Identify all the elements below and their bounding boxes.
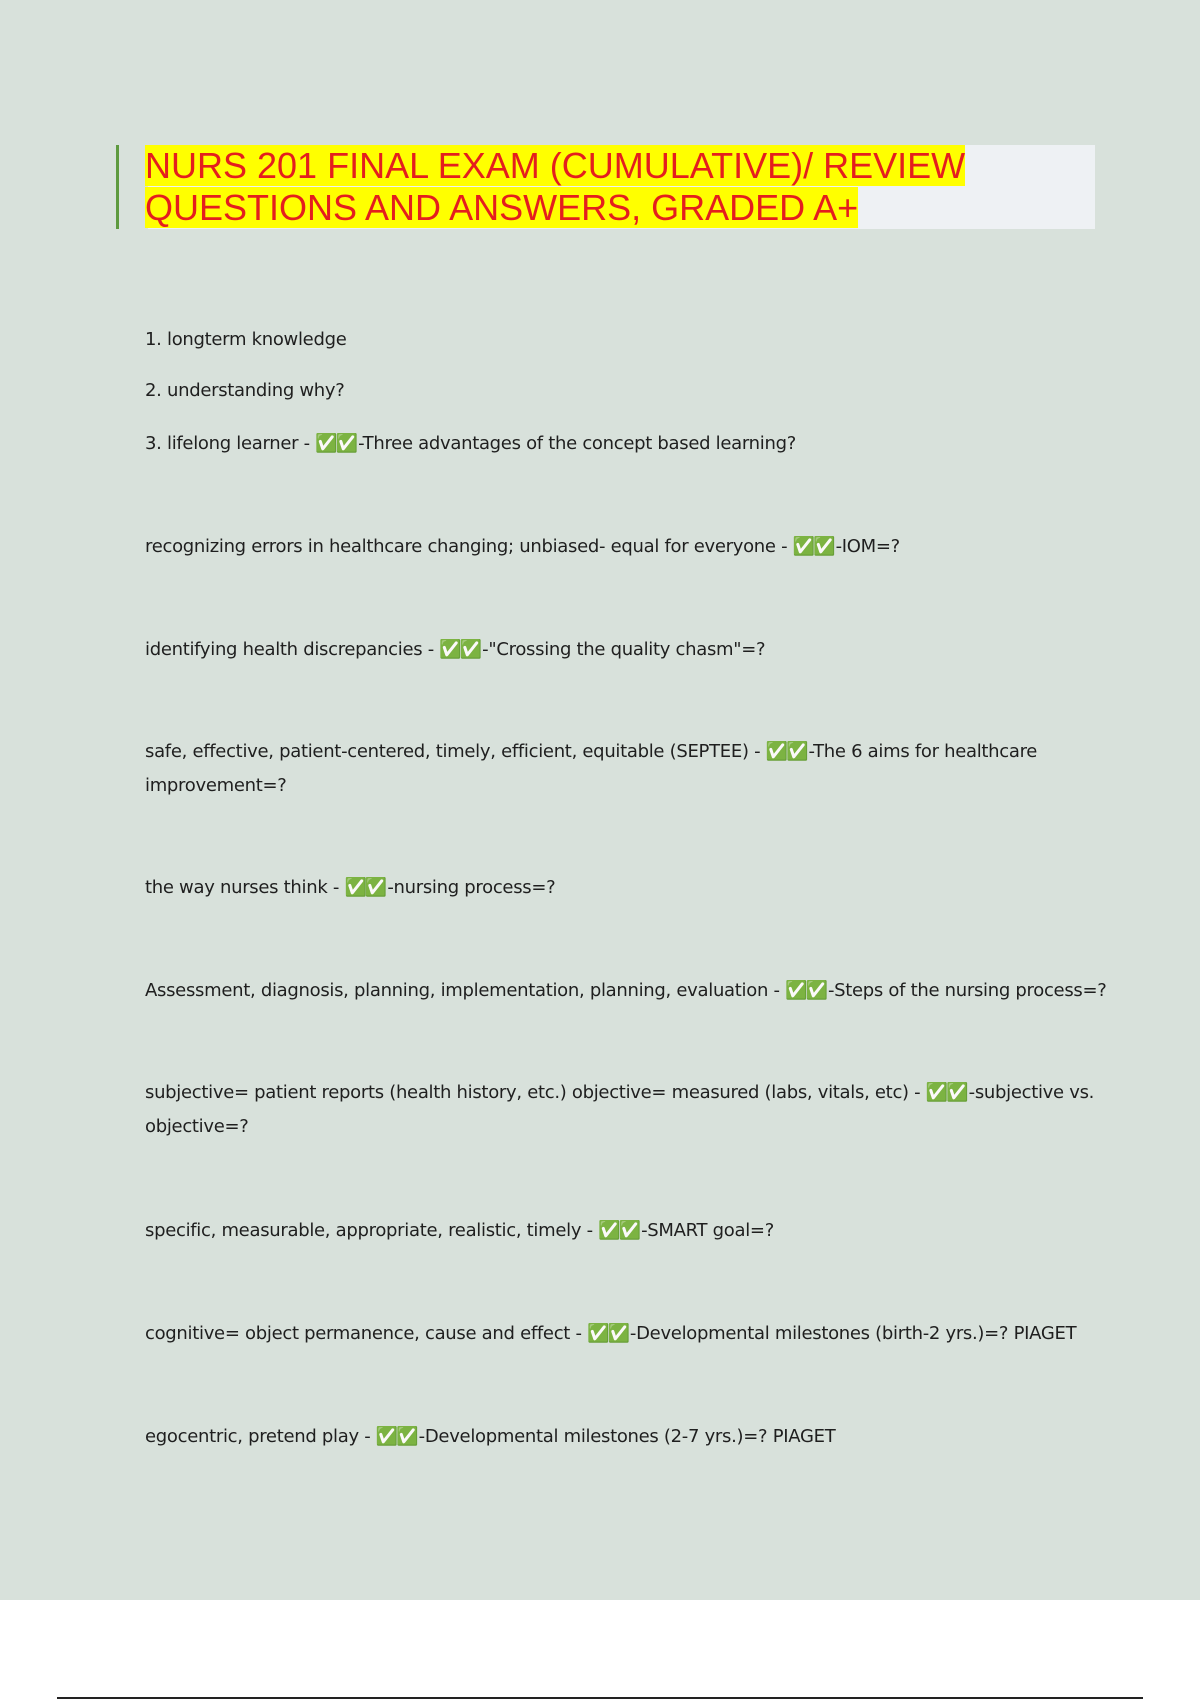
qa-item <box>145 427 796 461</box>
double-check-icon: ✅✅ <box>785 980 826 1001</box>
double-check-icon: ✅✅ <box>925 1082 967 1103</box>
question-text: -The 6 aims for healthcare improvement=? <box>145 741 1038 796</box>
double-check-icon: ✅✅ <box>375 1426 417 1447</box>
question-text: -Steps of the nursing process=? <box>827 980 1107 1001</box>
question-text: -Developmental milestones (birth-2 yrs.)=? PIAGET <box>629 1323 1077 1344</box>
qa-item <box>145 974 1107 1008</box>
double-check-icon: ✅✅ <box>792 536 834 557</box>
question-text: -subjective vs. objective=? <box>145 1082 1095 1137</box>
qa-item <box>145 871 555 905</box>
double-check-icon: ✅✅ <box>765 741 807 762</box>
list-item: 1. longterm knowledge <box>145 329 347 350</box>
question-text: -IOM=? <box>835 536 900 557</box>
double-check-icon: ✅✅ <box>598 1220 640 1241</box>
double-check-icon: ✅✅ <box>344 877 386 898</box>
answer-text: safe, effective, patient-centered, timely, efficient, equitable (SEPTEE) - <box>145 741 766 762</box>
list-item: 2. understanding why? <box>145 380 345 401</box>
double-check-icon: ✅✅ <box>439 639 481 660</box>
answer-text: subjective= patient reports (health history, etc.) objective= measured (labs, vitals, etc) - <box>145 1082 926 1103</box>
double-check-icon: ✅✅ <box>587 1323 628 1344</box>
question-text: -nursing process=? <box>387 877 556 898</box>
qa-item <box>145 1317 1076 1351</box>
answer-text: Assessment, diagnosis, planning, implementation, planning, evaluation - <box>145 980 786 1001</box>
qa-item <box>145 633 765 667</box>
answer-text: egocentric, pretend play - <box>145 1426 376 1447</box>
title-block <box>116 145 1092 229</box>
question-text: -"Crossing the quality chasm"=? <box>482 639 766 660</box>
answer-text: 3. lifelong learner - <box>145 433 316 454</box>
footer-divider <box>57 1697 1143 1699</box>
question-text: -Three advantages of the concept based learning? <box>358 433 796 454</box>
qa-item <box>145 735 1095 803</box>
document-title <box>145 145 1092 229</box>
question-text: -SMART goal=? <box>641 1220 774 1241</box>
qa-item <box>145 1076 1095 1144</box>
qa-item <box>145 530 900 564</box>
answer-text: identifying health discrepancies - <box>145 639 440 660</box>
title-line-2: QUESTIONS AND ANSWERS, GRADED A+ <box>145 187 859 228</box>
question-text: -Developmental milestones (2-7 yrs.)=? PIAGET <box>418 1426 836 1447</box>
qa-item <box>145 1420 835 1454</box>
answer-text: cognitive= object permanence, cause and effect - <box>145 1323 588 1344</box>
qa-item <box>145 1214 774 1248</box>
answer-text: recognizing errors in healthcare changing; unbiased- equal for everyone - <box>145 536 793 557</box>
answer-text: the way nurses think - <box>145 877 345 898</box>
title-line-1: NURS 201 FINAL EXAM (CUMULATIVE)/ REVIEW <box>145 145 966 186</box>
double-check-icon: ✅✅ <box>315 433 357 454</box>
answer-text: specific, measurable, appropriate, realistic, timely - <box>145 1220 599 1241</box>
